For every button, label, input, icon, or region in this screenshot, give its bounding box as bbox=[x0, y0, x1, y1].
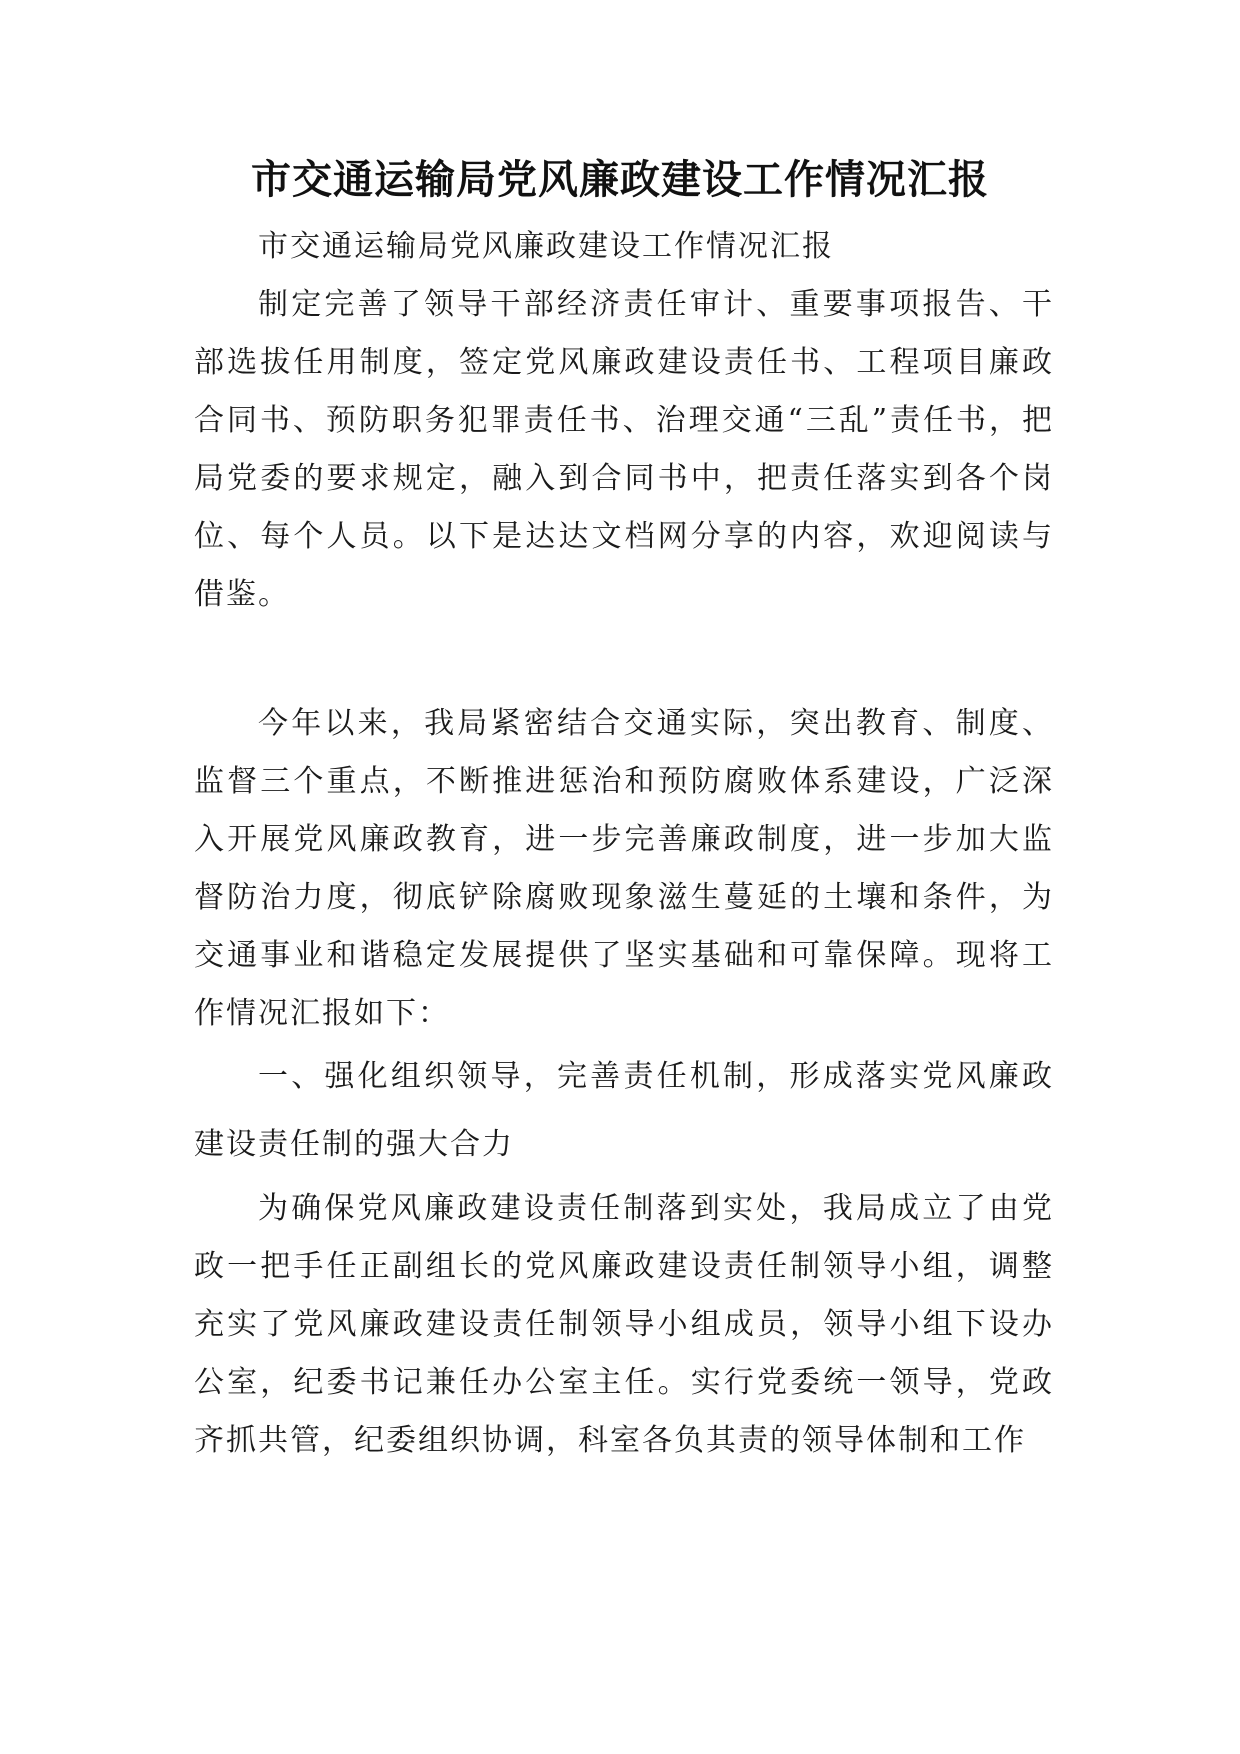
document-title: 市交通运输局党风廉政建设工作情况汇报 bbox=[251, 157, 989, 203]
section-heading-1: 一、强化组织领导，完善责任机制，形成落实党风廉政建设责任制的强大合力 bbox=[194, 1059, 1054, 1162]
opening-paragraph: 今年以来，我局紧密结合交通实际，突出教育、制度、监督三个重点，不断推进惩治和预防腐败体系建设，广泛深入开展党风廉政教育，进一步完善廉政制度，进一步加大监督防治力度，彻底铲除腐败现象滋生蔓延的土壤和条件，为交通事业和谐稳定发展提供了坚实基础和可靠保障。现将工作情况汇报如下： bbox=[194, 706, 1054, 1031]
section-1-paragraph: 为确保党风廉政建设责任制落到实处，我局成立了由党政一把手任正副组长的党风廉政建设责任制领导小组，调整充实了党风廉政建设责任制领导小组成员，领导小组下设办公室，纪委书记兼任办公室主任。实行党委统一领导，党政齐抓共管，纪委组织协调，科室各负其责的领导体制和工作 bbox=[194, 1191, 1054, 1458]
document-subtitle: 市交通运输局党风廉政建设工作情况汇报 bbox=[258, 229, 834, 264]
intro-paragraph: 制定完善了领导干部经济责任审计、重要事项报告、干部选拔任用制度，签定党风廉政建设责任书、工程项目廉政合同书、预防职务犯罪责任书、治理交通“三乱”责任书，把局党委的要求规定，融入到合同书中，把责任落实到各个岗位、每个人员。以下是达达文档网分享的内容，欢迎阅读与借鉴。 bbox=[194, 287, 1054, 612]
